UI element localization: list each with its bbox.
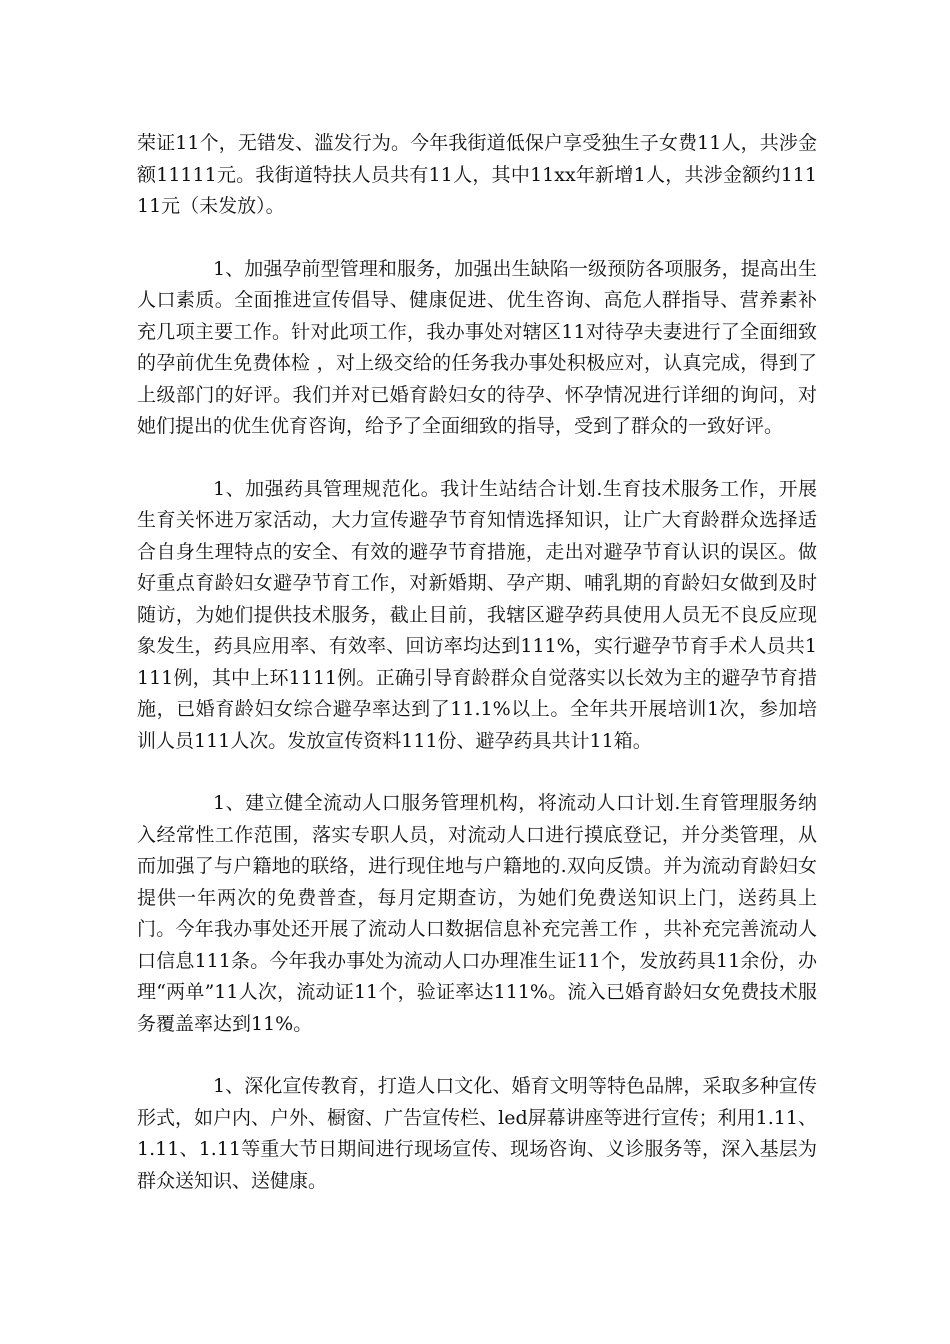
paragraph-1: 荣证11个，无错发、滥发行为。今年我街道低保户享受独生子女费11人，共涉金额11111元。我街道特扶人员共有11人，其中11xx年新增1人，共涉金额约11111元（未发放）。 xyxy=(137,132,817,217)
paragraph-4: 1、建立健全流动人口服务管理机构，将流动人口计划.生育管理服务纳入经常性工作范围，落实专职人员，对流动人口进行摸底登记，并分类管理，从而加强了与户籍地的联络，进行现住地与户籍地的.双向反馈。并为流动育龄妇女提供一年两次的免费普查，每月定期查访，为她们免费送知识上门，送药具上门。今年我办事处还开展了流动人口数据信息补充完善工作 ，共补充完善流动人口信息111条。今年我办事处为流动人口办理准生证11个，发放药具11余份，办理“两单”11人次，流动证11个，验证率达111%。流入已婚育龄妇女免费技术服务覆盖率达到11%。 xyxy=(137,792,817,1035)
document-page xyxy=(137,128,817,1228)
paragraph-3: 1、加强药具管理规范化。我计生站结合计划.生育技术服务工作，开展生育关怀进万家活动，大力宣传避孕节育知情选择知识，让广大育龄群众选择适合自身生理特点的安全、有效的避孕节育措施，走出对避孕节育认识的误区。做好重点育龄妇女避孕节育工作，对新婚期、孕产期、哺乳期的育龄妇女做到及时随访，为她们提供技术服务，截止目前，我辖区避孕药具使用人员无不良反应现象发生，药具应用率、有效率、回访率均达到111%，实行避孕节育手术人员共1111例，其中上环1111例。正确引导育龄群众自觉落实以长效为主的避孕节育措施，已婚育龄妇女综合避孕率达到了11.1%以上。全年共开展培训1次，参加培训人员111人次。发放宣传资料111份、避孕药具共计11箱。 xyxy=(137,477,817,752)
paragraph-5: 1、深化宣传教育，打造人口文化、婚育文明等特色品牌，采取多种宣传形式，如户内、户外、橱窗、广告宣传栏、led屏幕讲座等进行宣传；利用1.11、1.11、1.11等重大节日期间进行现场宣传、现场咨询、义诊服务等，深入基层为群众送知识、送健康。 xyxy=(137,1075,817,1192)
paragraph-2: 1、加强孕前型管理和服务，加强出生缺陷一级预防各项服务，提高出生人口素质。全面推进宣传倡导、健康促进、优生咨询、高危人群指导、营养素补充几项主要工作。针对此项工作，我办事处对辖区11对待孕夫妻进行了全面细致的孕前优生免费体检 ，对上级交给的任务我办事处积极应对，认真完成，得到了上级部门的好评。我们并对已婚育龄妇女的待孕、怀孕情况进行详细的询问，对她们提出的优生优育咨询，给予了全面细致的指导，受到了群众的一致好评。 xyxy=(137,257,817,437)
